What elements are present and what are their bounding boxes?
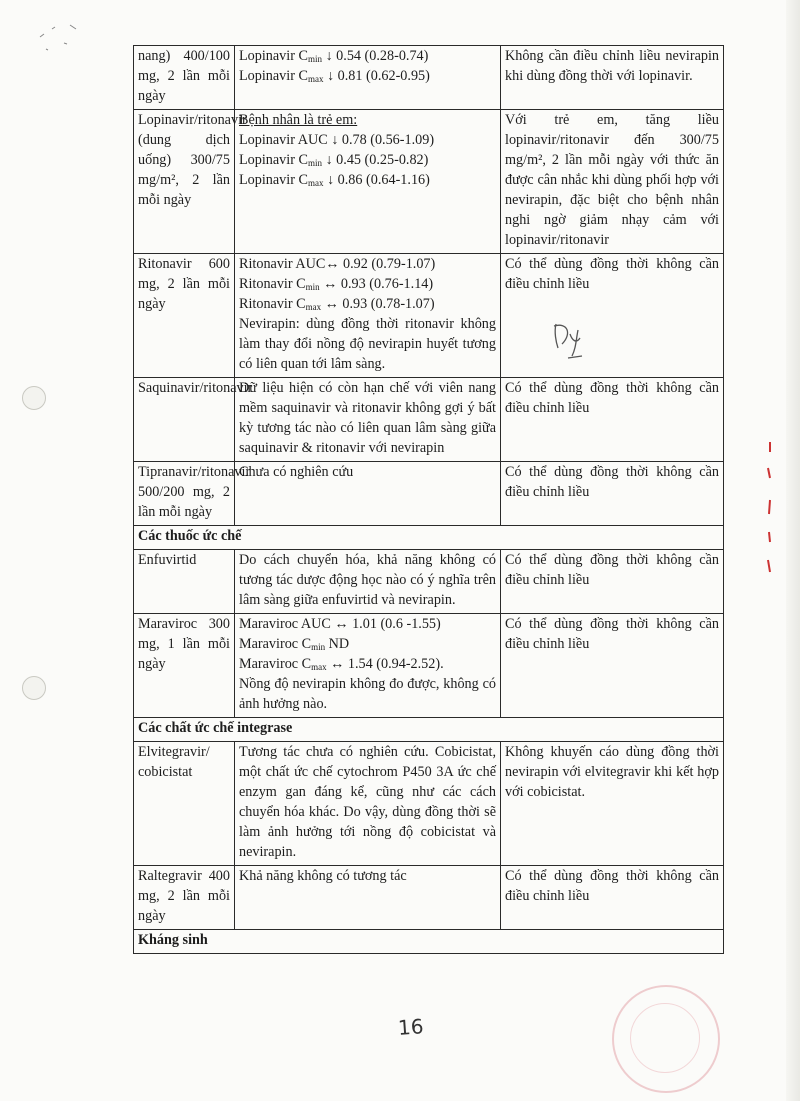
effect-line: Lopinavir $C_{min}$ ↓ 0.45 (0.25-0.82) [239,152,429,168]
recommendation-cell [501,614,724,718]
corner-scribble [30,15,90,55]
drug-name-cell [134,110,247,254]
effect-cell [235,742,501,866]
effect-cell [235,550,501,614]
drug-name: Raltegravir 400 mg, 2 lần mỗi ngày [138,868,230,924]
table-row [134,110,724,254]
drug-name: Saquinavir/ritonavir [138,380,253,396]
table-section-row [134,930,724,954]
recommendation-text: Không cần điều chỉnh liều nevirapin khi dùng đồng thời với lopinavir. [505,48,719,84]
effect-note: Tương tác chưa có nghiên cứu. Cobicistat, một chất ức chế cytochrom P450 3A ức chế enzym gan đáng kể, cũng như các cách chuyển hóa khác. Do vậy, dùng đồng thời sẽ làm ảnh hưởng tới nồng độ cobicistat và nevirapin. [239,744,496,860]
recommendation-cell [501,462,724,526]
recommendation-cell [501,254,724,378]
effect-heading: Bệnh nhân là trẻ em: [239,112,358,128]
drug-name: Elvitegravir/ cobicistat [138,744,210,780]
drug-name-cell [134,462,251,526]
recommendation-cell [501,742,724,866]
margin-red-marks [762,440,776,580]
effect-note: Khả năng không có tương tác [239,868,407,884]
effect-cell [235,254,501,378]
recommendation-text: Có thể dùng đồng thời không cần điều chỉnh liều [505,256,719,292]
effect-line: Lopinavir $C_{max}$ ↓ 0.81 (0.62-0.95) [239,68,430,84]
punch-hole-bottom [22,676,46,700]
recommendation-text: Có thể dùng đồng thời không cần điều chỉnh liều [505,464,719,500]
effect-line: Maraviroc $C_{max}$ ↔ 1.54 (0.94-2.52). [239,656,444,672]
section-heading: Các chất ức chế integrase [134,718,724,742]
drug-name: Maraviroc 300 mg, 1 lần mỗi ngày [138,616,230,672]
effect-cell [235,46,501,110]
punch-hole-top [22,386,46,410]
effect-note: Chưa có nghiên cứu [239,464,354,480]
effect-note: Nồng độ nevirapin không đo được, không có ảnh hưởng nào. [239,676,496,712]
effect-note: Nevirapin: dùng đồng thời ritonavir không làm thay đổi nồng độ nevirapin huyết tương có liên quan tới lâm sàng. [239,316,496,372]
effect-line: Maraviroc AUC ↔ 1.01 (0.6 -1.55) [239,616,441,632]
page-edge [786,0,800,1101]
recommendation-text: Có thể dùng đồng thời không cần điều chỉnh liều [505,380,719,416]
drug-name: Tipranavir/ritonavir 500/200 mg, 2 lần mỗi ngày [138,464,251,520]
table-row [134,254,724,378]
effect-cell [235,110,501,254]
table-row [134,46,724,110]
recommendation-cell [501,110,724,254]
company-stamp [612,985,720,1093]
recommendation-cell [501,378,724,462]
effect-cell [235,866,501,930]
table-row [134,742,724,866]
section-heading: Các thuốc ức chế [134,526,724,550]
table-row [134,378,724,462]
effect-cell [235,462,501,526]
drug-name: nang) 400/100 mg, 2 lần mỗi ngày [138,48,230,104]
effect-line: Lopinavir $C_{max}$ ↓ 0.86 (0.64-1.16) [239,172,430,188]
section-heading: Kháng sinh [134,930,724,954]
effect-line: Ritonavir AUC↔ 0.92 (0.79-1.07) [239,256,436,272]
drug-name-cell [134,550,235,614]
effect-line: Ritonavir $C_{max}$ ↔ 0.93 (0.78-1.07) [239,296,435,312]
table-row [134,614,724,718]
drug-name: Ritonavir 600 mg, 2 lần mỗi ngày [138,256,230,312]
recommendation-text: Có thể dùng đồng thời không cần điều chỉnh liều [505,616,719,652]
effect-cell [235,614,501,718]
drug-name-cell [134,46,235,110]
recommendation-text: Có thể dùng đồng thời không cần điều chỉnh liều [505,868,719,904]
drug-name-cell [134,866,235,930]
drug-name-cell [134,742,235,866]
page-number: 16 [397,1014,425,1040]
effect-note: Dữ liệu hiện có còn hạn chế với viên nang mềm saquinavir và ritonavir không gợi ý bất kỳ tương tác nào có liên quan lâm sàng giữa saquinavir & ritonavir với nevirapin [239,380,496,456]
table-row [134,550,724,614]
effect-line: Maraviroc $C_{min}$ ND [239,636,350,652]
effect-cell [235,378,501,462]
table-row [134,866,724,930]
recommendation-text: Không khuyến cáo dùng đồng thời nevirapin với elvitegravir khi kết hợp với cobicistat. [505,744,719,800]
recommendation-cell [501,550,724,614]
drug-name: Lopinavir/ritonavir (dung dịch uống) 300/75 mg/m², 2 lần mỗi ngày [138,112,247,208]
recommendation-text: Có thể dùng đồng thời không cần điều chỉnh liều [505,552,719,588]
recommendation-cell [501,46,724,110]
effect-line: Ritonavir $C_{min}$ ↔ 0.93 (0.76-1.14) [239,276,434,292]
recommendation-text: Với trẻ em, tăng liều lopinavir/ritonavir đến 300/75 mg/m², 2 lần mỗi ngày với thức ăn được cân nhắc khi dùng phối hợp với nevirapin, đặc biệt cho bệnh nhân nghi ngờ giảm nhạy cảm với lopinavir/ritonavir [505,112,719,248]
drug-name-cell [134,614,235,718]
drug-interaction-table [133,45,724,954]
handwritten-initial [548,318,598,363]
effect-line: Lopinavir AUC ↓ 0.78 (0.56-1.09) [239,132,435,148]
recommendation-cell [501,866,724,930]
effect-line: Lopinavir $C_{min}$ ↓ 0.54 (0.28-0.74) [239,48,429,64]
effect-note: Do cách chuyển hóa, khả năng không có tương tác dược động học nào có ý nghĩa trên lâm sàng giữa enfuvirtid và nevirapin. [239,552,496,608]
drug-name-cell [134,378,253,462]
table-row [134,462,724,526]
drug-name-cell [134,254,235,378]
table-section-row [134,526,724,550]
table-section-row [134,718,724,742]
drug-name: Enfuvirtid [138,552,197,568]
